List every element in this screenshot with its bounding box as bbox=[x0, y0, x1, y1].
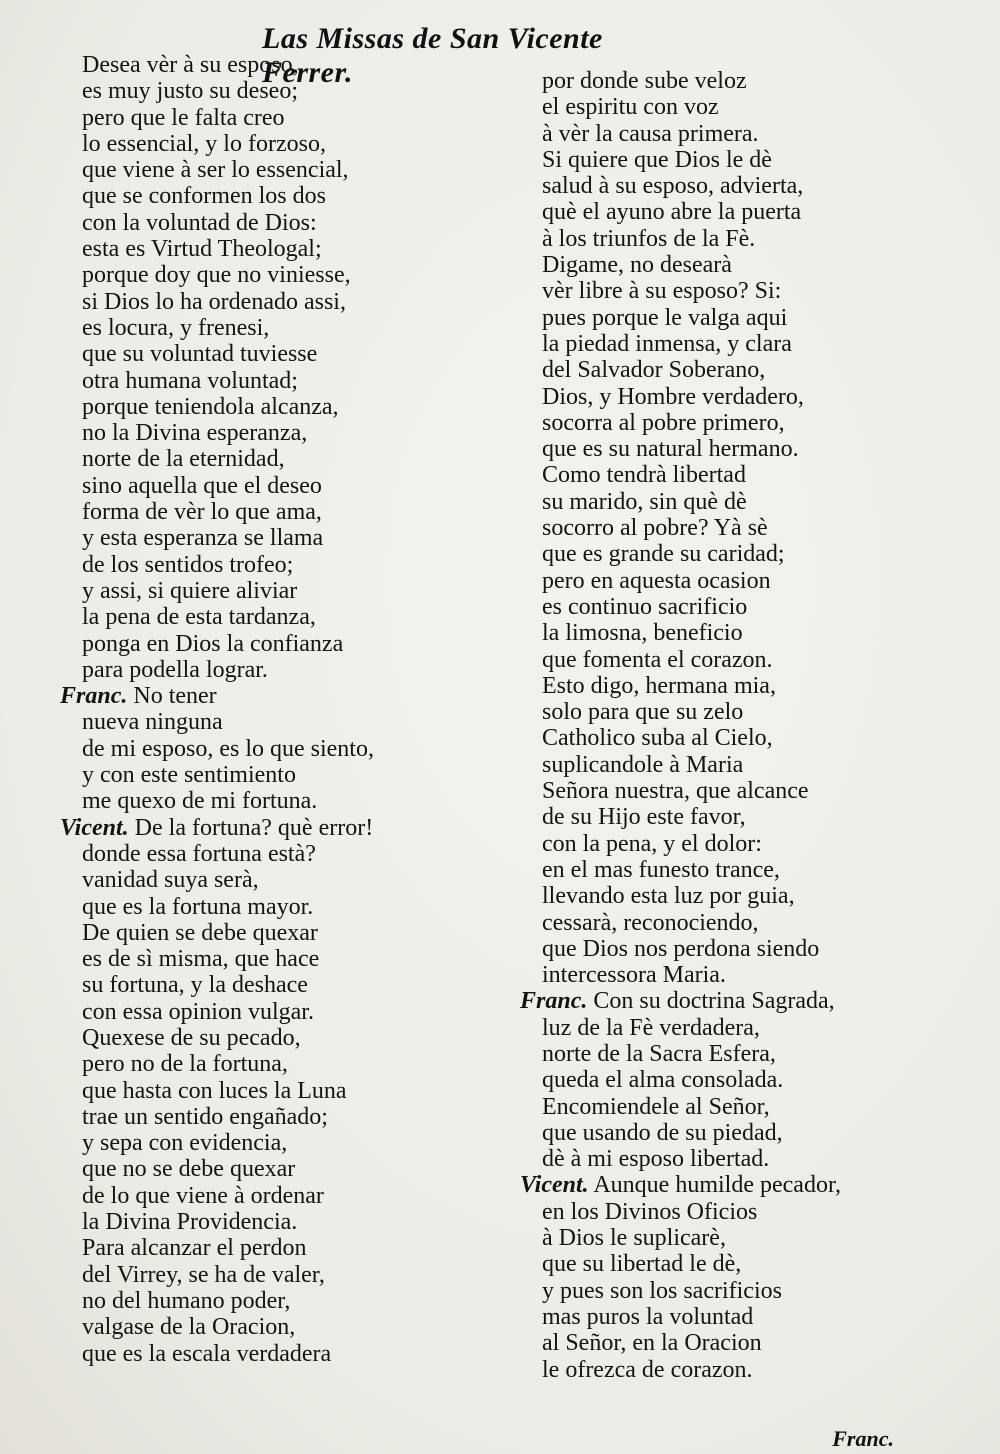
verse-line bbox=[520, 1330, 960, 1356]
verse-line bbox=[60, 1078, 500, 1104]
verse-text: cessarà, reconociendo, bbox=[542, 909, 759, 936]
verse-line bbox=[520, 462, 960, 488]
verse-text: llevando esta luz por guia, bbox=[542, 883, 795, 910]
verse-line bbox=[520, 883, 960, 909]
verse-line bbox=[520, 910, 960, 936]
verse-text: con essa opinion vulgar. bbox=[82, 998, 314, 1025]
verse-line bbox=[520, 1067, 960, 1093]
verse-line bbox=[60, 131, 500, 157]
verse-line bbox=[520, 410, 960, 436]
verse-line bbox=[60, 1288, 500, 1314]
verse-text: del Virrey, se ha de valer, bbox=[82, 1261, 325, 1288]
verse-line bbox=[520, 1304, 960, 1330]
verse-line bbox=[60, 894, 500, 920]
verse-line bbox=[520, 1120, 960, 1146]
verse-text: no del humano poder, bbox=[82, 1287, 291, 1314]
verse-line bbox=[520, 647, 960, 673]
verse-line bbox=[60, 1235, 500, 1261]
verse-text: es locura, y frenesi, bbox=[82, 314, 270, 341]
verse-line bbox=[520, 988, 960, 1014]
verse-text: pero que le falta creo bbox=[82, 104, 285, 131]
verse-text: la piedad inmensa, y clara bbox=[542, 330, 792, 357]
verse-line bbox=[520, 384, 960, 410]
verse-line bbox=[520, 1251, 960, 1277]
verse-text: pero en aquesta ocasion bbox=[542, 567, 771, 594]
verse-line bbox=[60, 315, 500, 341]
verse-line bbox=[520, 962, 960, 988]
verse-line bbox=[520, 305, 960, 331]
verse-line bbox=[520, 804, 960, 830]
verse-text: no la Divina esperanza, bbox=[82, 420, 308, 447]
verse-line bbox=[520, 68, 960, 94]
verse-line bbox=[520, 1094, 960, 1120]
verse-line bbox=[60, 446, 500, 472]
verse-text: Si quiere que Dios le dè bbox=[542, 146, 772, 173]
right-column bbox=[520, 68, 960, 1383]
verse-line bbox=[520, 673, 960, 699]
catchword: Franc. bbox=[832, 1426, 894, 1451]
verse-line bbox=[60, 552, 500, 578]
verse-line bbox=[520, 1146, 960, 1172]
verse-line bbox=[520, 331, 960, 357]
verse-text: pues porque le valga aqui bbox=[542, 304, 788, 331]
verse-line bbox=[520, 121, 960, 147]
verse-line bbox=[520, 594, 960, 620]
verse-line bbox=[60, 946, 500, 972]
verse-text: vèr libre à su esposo? Si: bbox=[542, 278, 782, 305]
verse-text: que su libertad le dè, bbox=[542, 1251, 742, 1278]
verse-text: norte de la eternidad, bbox=[82, 446, 285, 473]
verse-line bbox=[60, 657, 500, 683]
verse-line bbox=[520, 1357, 960, 1383]
verse-text: à los triunfos de la Fè. bbox=[542, 225, 756, 252]
verse-text: es muy justo su deseo; bbox=[82, 78, 298, 105]
verse-line bbox=[60, 1262, 500, 1288]
verse-text: y con este sentimiento bbox=[82, 762, 296, 789]
verse-line bbox=[60, 1104, 500, 1130]
verse-line bbox=[520, 489, 960, 515]
verse-line bbox=[60, 1183, 500, 1209]
verse-text: De quien se debe quexar bbox=[82, 919, 318, 946]
verse-text: que Dios nos perdona siendo bbox=[542, 935, 820, 962]
verse-text: la limosna, beneficio bbox=[542, 620, 743, 647]
verse-text: de mi esposo, es lo que siento, bbox=[82, 735, 374, 762]
verse-text: Encomiendele al Señor, bbox=[542, 1093, 770, 1120]
verse-line bbox=[520, 725, 960, 751]
verse-line bbox=[520, 357, 960, 383]
verse-line bbox=[60, 236, 500, 262]
verse-line bbox=[520, 620, 960, 646]
verse-text: otra humana voluntad; bbox=[82, 367, 298, 394]
verse-text: al Señor, en la Oracion bbox=[542, 1330, 762, 1357]
verse-line bbox=[520, 278, 960, 304]
verse-text: porque teniendola alcanza, bbox=[82, 393, 339, 420]
verse-line bbox=[520, 831, 960, 857]
verse-line bbox=[520, 1015, 960, 1041]
verse-line bbox=[520, 173, 960, 199]
verse-line bbox=[520, 226, 960, 252]
verse-line bbox=[60, 631, 500, 657]
verse-line bbox=[60, 420, 500, 446]
verse-text: de su Hijo este favor, bbox=[542, 804, 746, 831]
verse-line bbox=[60, 788, 500, 814]
verse-text: mas puros la voluntad bbox=[542, 1303, 754, 1330]
verse-line bbox=[520, 1172, 960, 1198]
verse-text: queda el alma consolada. bbox=[542, 1067, 784, 1094]
verse-line bbox=[60, 920, 500, 946]
verse-text: Aunque humilde pecador, bbox=[588, 1172, 841, 1199]
verse-text: sino aquella que el deseo bbox=[82, 472, 322, 499]
verse-text: que hasta con luces la Luna bbox=[82, 1077, 347, 1104]
verse-text: por donde sube veloz bbox=[542, 68, 747, 94]
verse-line bbox=[60, 1025, 500, 1051]
verse-text: y assi, si quiere aliviar bbox=[82, 577, 298, 604]
verse-line bbox=[520, 936, 960, 962]
verse-text: Esto digo, hermana mia, bbox=[542, 672, 776, 699]
verse-text: que es su natural hermano. bbox=[542, 436, 799, 463]
verse-text: el espiritu con voz bbox=[542, 94, 719, 121]
verse-text: la Divina Providencia. bbox=[82, 1209, 298, 1236]
verse-line bbox=[60, 709, 500, 735]
verse-text: que no se debe quexar bbox=[82, 1156, 296, 1183]
verse-line bbox=[520, 568, 960, 594]
speaker-label: Vicent. bbox=[60, 814, 129, 841]
verse-text: intercessora Maria. bbox=[542, 962, 726, 989]
verse-text: que su voluntad tuviesse bbox=[82, 341, 318, 368]
verse-text: ponga en Dios la confianza bbox=[82, 630, 344, 657]
verse-line bbox=[60, 604, 500, 630]
verse-line bbox=[60, 262, 500, 288]
verse-line bbox=[520, 857, 960, 883]
verse-text: Como tendrà libertad bbox=[542, 462, 746, 489]
running-head: Las Missas de San Vicente Ferrer. bbox=[262, 22, 603, 89]
verse-text: No tener bbox=[127, 683, 217, 710]
verse-line bbox=[520, 199, 960, 225]
verse-text: la pena de esta tardanza, bbox=[82, 604, 316, 631]
verse-text: Quexese de su pecado, bbox=[82, 1024, 301, 1051]
verse-line bbox=[60, 1314, 500, 1340]
verse-text: que se conformen los dos bbox=[82, 183, 326, 210]
verse-line bbox=[520, 1225, 960, 1251]
verse-text: es continuo sacrificio bbox=[542, 593, 748, 620]
verse-text: socorro al pobre? Yà sè bbox=[542, 515, 768, 542]
verse-line bbox=[60, 762, 500, 788]
verse-text: lo essencial, y lo forzoso, bbox=[82, 130, 326, 157]
verse-line bbox=[60, 1209, 500, 1235]
verse-line bbox=[520, 541, 960, 567]
verse-line bbox=[60, 1341, 500, 1367]
verse-line bbox=[520, 515, 960, 541]
verse-text: valgase de la Oracion, bbox=[82, 1314, 296, 1341]
speaker-label: Franc. bbox=[60, 683, 128, 710]
verse-text: esta es Virtud Theologal; bbox=[82, 236, 322, 263]
verse-line bbox=[60, 525, 500, 551]
verse-text: donde essa fortuna està? bbox=[82, 840, 316, 867]
verse-line bbox=[520, 252, 960, 278]
verse-text: nueva ninguna bbox=[82, 709, 223, 736]
verse-text: que es la fortuna mayor. bbox=[82, 893, 314, 920]
verse-text: y esta esperanza se llama bbox=[82, 525, 324, 552]
verse-text: su fortuna, y la deshace bbox=[82, 972, 308, 999]
speaker-label: Franc. bbox=[520, 988, 588, 1015]
verse-line bbox=[60, 341, 500, 367]
verse-text: de lo que viene à ordenar bbox=[82, 1182, 324, 1209]
verse-line bbox=[60, 499, 500, 525]
verse-text: me quexo de mi fortuna. bbox=[82, 788, 318, 815]
verse-line bbox=[60, 52, 500, 78]
verse-text: socorra al pobre primero, bbox=[542, 409, 785, 436]
verse-line bbox=[520, 1041, 960, 1067]
verse-text: à vèr la causa primera. bbox=[542, 120, 759, 147]
verse-line bbox=[60, 394, 500, 420]
verse-text: que es la escala verdadera bbox=[82, 1340, 332, 1367]
verse-text: pero no de la fortuna, bbox=[82, 1051, 288, 1078]
verse-text: que usando de su piedad, bbox=[542, 1119, 783, 1146]
verse-text: luz de la Fè verdadera, bbox=[542, 1014, 760, 1041]
verse-line bbox=[60, 972, 500, 998]
verse-text: que fomenta el corazon. bbox=[542, 646, 773, 673]
verse-text: que es grande su caridad; bbox=[542, 541, 785, 568]
verse-text: en el mas funesto trance, bbox=[542, 856, 780, 883]
verse-text: De la fortuna? què error! bbox=[128, 814, 374, 841]
verse-text: le ofrezca de corazon. bbox=[542, 1356, 753, 1383]
verse-text: Catholico suba al Cielo, bbox=[542, 725, 773, 752]
verse-line bbox=[60, 736, 500, 762]
verse-text: à Dios le suplicarè, bbox=[542, 1225, 726, 1252]
verse-text: del Salvador Soberano, bbox=[542, 357, 766, 384]
verse-text: para podella lograr. bbox=[82, 656, 268, 683]
verse-text: es de sì misma, que hace bbox=[82, 946, 320, 973]
verse-text: trae un sentido engañado; bbox=[82, 1103, 328, 1130]
verse-line bbox=[520, 436, 960, 462]
verse-text: norte de la Sacra Esfera, bbox=[542, 1040, 776, 1067]
verse-text: salud à su esposo, advierta, bbox=[542, 173, 804, 200]
verse-line bbox=[520, 778, 960, 804]
verse-line bbox=[60, 683, 500, 709]
left-column bbox=[60, 52, 500, 1367]
verse-line bbox=[60, 105, 500, 131]
verse-line bbox=[60, 78, 500, 104]
verse-line bbox=[60, 473, 500, 499]
verse-text: con la pena, y el dolor: bbox=[542, 830, 762, 857]
verse-line bbox=[60, 578, 500, 604]
verse-line bbox=[60, 1051, 500, 1077]
verse-line bbox=[60, 841, 500, 867]
verse-text: en los Divinos Oficios bbox=[542, 1198, 758, 1225]
verse-text: con la voluntad de Dios: bbox=[82, 209, 317, 236]
verse-line bbox=[60, 867, 500, 893]
verse-text: porque doy que no viniesse, bbox=[82, 262, 351, 289]
verse-line bbox=[60, 210, 500, 236]
verse-line bbox=[60, 289, 500, 315]
verse-text: si Dios lo ha ordenado assi, bbox=[82, 288, 346, 315]
verse-line bbox=[60, 157, 500, 183]
verse-line bbox=[60, 1156, 500, 1182]
verse-text: Desea vèr à su esposo, bbox=[82, 52, 299, 78]
verse-text: vanidad suya serà, bbox=[82, 867, 259, 894]
verse-line bbox=[60, 999, 500, 1025]
verse-text: Con su doctrina Sagrada, bbox=[587, 988, 835, 1015]
verse-line bbox=[520, 699, 960, 725]
verse-text: y sepa con evidencia, bbox=[82, 1130, 288, 1157]
verse-line bbox=[60, 1130, 500, 1156]
verse-text: Para alcanzar el perdon bbox=[82, 1235, 307, 1262]
verse-text: Dios, y Hombre verdadero, bbox=[542, 383, 804, 410]
verse-text: dè à mi esposo libertad. bbox=[542, 1146, 770, 1173]
verse-line bbox=[520, 94, 960, 120]
verse-line bbox=[520, 147, 960, 173]
verse-text: forma de vèr lo que ama, bbox=[82, 499, 322, 526]
verse-text: solo para que su zelo bbox=[542, 699, 744, 726]
verse-text: Señora nuestra, que alcance bbox=[542, 778, 809, 805]
verse-text: y pues son los sacrificios bbox=[542, 1277, 782, 1304]
verse-line bbox=[60, 368, 500, 394]
verse-line bbox=[520, 1278, 960, 1304]
verse-text: que viene à ser lo essencial, bbox=[82, 157, 349, 184]
verse-line bbox=[60, 815, 500, 841]
verse-text: su marido, sin què dè bbox=[542, 488, 747, 515]
verse-text: Digame, no desearà bbox=[542, 252, 732, 279]
verse-text: què el ayuno abre la puerta bbox=[542, 199, 802, 226]
verse-line bbox=[520, 1199, 960, 1225]
speaker-label: Vicent. bbox=[520, 1172, 589, 1199]
verse-line bbox=[520, 752, 960, 778]
verse-line bbox=[60, 183, 500, 209]
verse-text: suplicandole à Maria bbox=[542, 751, 744, 778]
verse-text: de los sentidos trofeo; bbox=[82, 551, 294, 578]
